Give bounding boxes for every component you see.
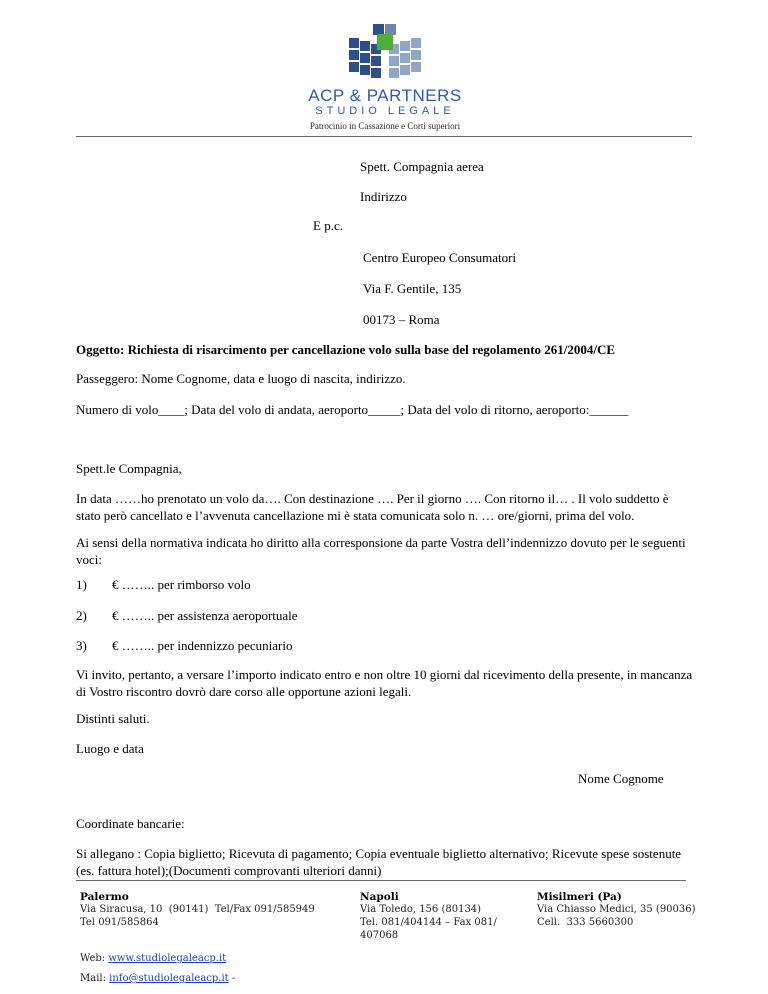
footer-web — [80, 952, 226, 965]
logo-tagline: Patrocinio in Cassazione e Corti superiori — [309, 121, 461, 131]
footer-phone: Tel. 081/404144 – Fax 081/ — [360, 917, 497, 928]
closing: Distinti saluti. — [76, 711, 150, 726]
list-item-number: 1) — [76, 577, 87, 592]
list-item — [76, 576, 676, 593]
signature-name: Nome Cognome — [578, 771, 664, 786]
paragraph-2: Ai sensi della normativa indicata ho diritto alla corresponsione da parte Vostra dell’indennizzo dovuto per le seguenti voci: — [76, 535, 686, 567]
paragraph-1: In data ……ho prenotato un volo da…. Con destinazione …. Per il giorno …. Con ritorno il… . Il volo suddetto è stato però cancellato e l’avvenuta cancellazione mi è stata comunicata solo n. … ore/giorni, prima del volo. — [76, 491, 669, 523]
header-divider — [76, 136, 692, 137]
list-item-text: € …….. per assistenza aeroportuale — [112, 608, 298, 623]
footer-city: Palermo — [80, 891, 129, 903]
cc-label: E p.c. — [313, 218, 343, 233]
footer-address: Via Siracusa, 10 (90141) Tel/Fax 091/585949 — [80, 904, 315, 915]
footer-divider — [76, 880, 686, 881]
footer-napoli — [360, 891, 510, 942]
footer-phone: Tel 091/585864 — [80, 917, 159, 928]
recipient-address: Indirizzo — [360, 189, 407, 204]
web-link[interactable]: www.studiolegaleacp.it — [108, 953, 227, 964]
bank-details: Coordinate bancarie: — [76, 816, 185, 831]
recipient-company: Spett. Compagnia aerea — [360, 159, 484, 174]
place-date: Luogo e data — [76, 741, 144, 756]
footer-address: Via Toledo, 156 (80134) — [360, 904, 482, 915]
list-item-text: € …….. per rimborso volo — [112, 577, 251, 592]
footer-phone: Cell. 333 5660300 — [537, 917, 634, 928]
logo-subtitle: STUDIO LEGALE — [315, 105, 455, 117]
footer-mail — [80, 972, 235, 985]
mail-label: Mail: — [80, 973, 106, 984]
logo-name: ACP & PARTNERS — [308, 86, 462, 105]
cc-city: 00173 – Roma — [363, 312, 440, 327]
list-item-number: 3) — [76, 638, 87, 653]
footer-city: Misilmeri (Pa) — [537, 891, 622, 903]
logo-cube-icon — [347, 22, 423, 90]
passenger-line: Passeggero: Nome Cognome, data e luogo di nascita, indirizzo. — [76, 371, 406, 386]
subject-line: Oggetto: Richiesta di risarcimento per cancellazione volo sulla base del regolamento 261/2004/CE — [76, 342, 616, 357]
footer-city: Napoli — [360, 891, 399, 903]
cc-name: Centro Europeo Consumatori — [363, 250, 517, 265]
mail-link[interactable]: info@studiolegaleacp.it — [109, 973, 229, 984]
salutation: Spett.le Compagnia, — [76, 461, 182, 476]
footer-misilmeri — [537, 891, 717, 929]
paragraph-3: Vi invito, pertanto, a versare l’importo indicato entro e non oltre 10 giorni dal ricevimento della presente, in mancanza di Vostro riscontro dovrò dare corso alle opportune azioni legali. — [76, 667, 693, 699]
list-item — [76, 637, 676, 654]
footer-address: Via Chiasso Medici, 35 (90036) — [537, 904, 696, 915]
cc-street: Via F. Gentile, 135 — [363, 281, 462, 296]
footer-palermo — [80, 891, 330, 929]
attachments: Si allegano : Copia biglietto; Ricevuta di pagamento; Copia eventuale biglietto alternativo; Ricevute spese sostenute (es. fattura hotel);(Documenti comprovanti ulteriori danni) — [76, 846, 682, 878]
list-item — [76, 607, 676, 624]
logo — [290, 22, 480, 132]
list-item-text: € …….. per indennizzo pecuniario — [112, 638, 293, 653]
footer-fax: 407068 — [360, 930, 399, 941]
web-label: Web: — [80, 953, 106, 964]
flight-line: Numero di volo____; Data del volo di andata, aeroporto_____; Data del volo di ritorno, aeroporto:______ — [76, 402, 629, 417]
list-item-number: 2) — [76, 608, 87, 623]
mail-suffix: - — [228, 973, 236, 984]
